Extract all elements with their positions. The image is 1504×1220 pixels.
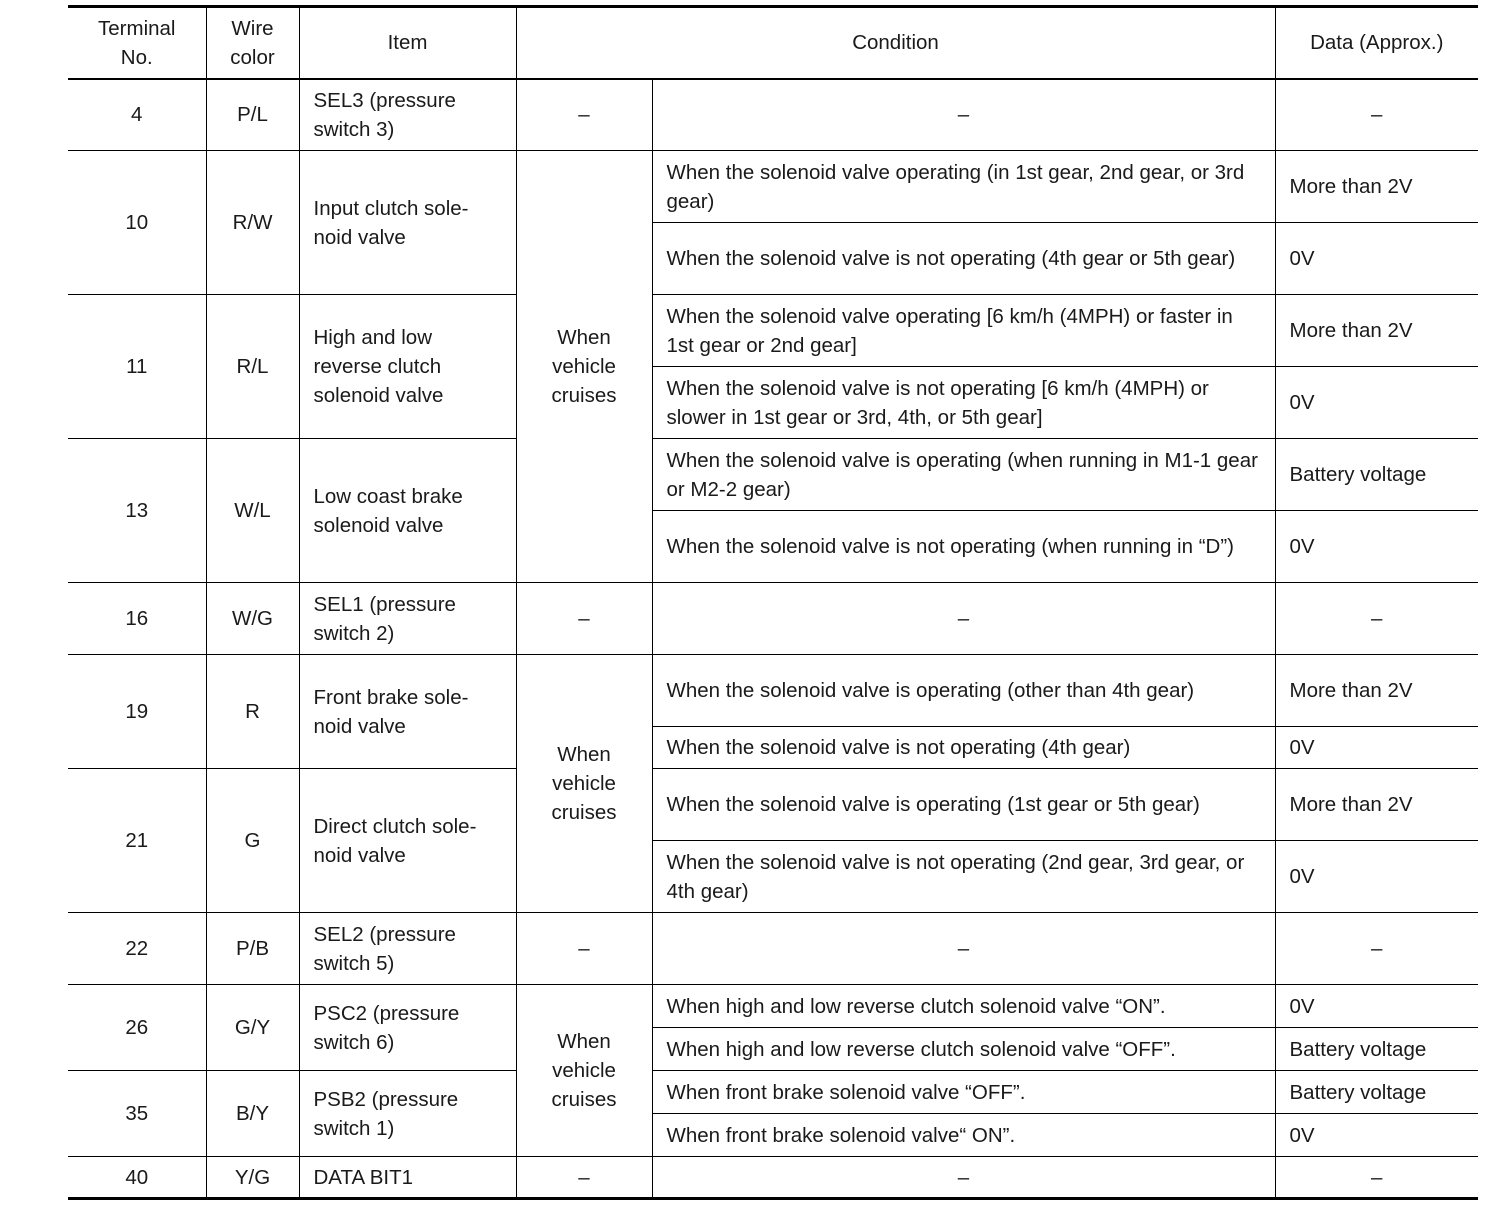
data-value: 0V: [1275, 985, 1478, 1028]
condition-detail: When high and low reverse clutch solenoid valve “ON”.: [652, 985, 1275, 1028]
item-name: SEL2 (pressure switch 5): [299, 913, 516, 985]
table-row: [68, 583, 1478, 655]
data-value: 0V: [1275, 223, 1478, 295]
header-data: Data (Approx.): [1275, 7, 1478, 79]
table-header-row: [68, 7, 1478, 79]
condition-summary: When vehicle cruises: [516, 985, 652, 1157]
item-name: PSB2 (pressure switch 1): [299, 1071, 516, 1157]
terminal-number: 26: [68, 985, 206, 1071]
terminal-number: 21: [68, 769, 206, 913]
table-row: [68, 295, 1478, 367]
data-value: 0V: [1275, 727, 1478, 769]
data-value: More than 2V: [1275, 295, 1478, 367]
condition-detail: When the solenoid valve is operating (when running in M1-1 gear or M2-2 gear): [652, 439, 1275, 511]
condition-detail: When the solenoid valve operating [6 km/h (4MPH) or faster in 1st gear or 2nd gear]: [652, 295, 1275, 367]
wire-color: P/B: [206, 913, 299, 985]
data-value: More than 2V: [1275, 151, 1478, 223]
terminal-number: 16: [68, 583, 206, 655]
terminal-number: 40: [68, 1157, 206, 1199]
data-value: 0V: [1275, 367, 1478, 439]
table-row: [68, 439, 1478, 511]
data-value: 0V: [1275, 511, 1478, 583]
terminal-number: 35: [68, 1071, 206, 1157]
table-row: [68, 1157, 1478, 1199]
terminal-number: 10: [68, 151, 206, 295]
header-wire-color: Wire color: [206, 7, 299, 79]
condition-detail: When the solenoid valve is not operating (when running in “D”): [652, 511, 1275, 583]
condition-summary: –: [516, 1157, 652, 1199]
data-value: –: [1275, 583, 1478, 655]
table-row: [68, 985, 1478, 1028]
condition-summary: –: [516, 913, 652, 985]
terminal-number: 19: [68, 655, 206, 769]
condition-detail: When high and low reverse clutch solenoid valve “OFF”.: [652, 1028, 1275, 1071]
item-name: High and low reverse clutch solenoid valve: [299, 295, 516, 439]
header-condition: Condition: [516, 7, 1275, 79]
terminal-table: [68, 5, 1478, 1200]
condition-detail: When front brake solenoid valve “OFF”.: [652, 1071, 1275, 1114]
data-value: –: [1275, 913, 1478, 985]
table-row: [68, 151, 1478, 223]
item-name: DATA BIT1: [299, 1157, 516, 1199]
terminal-number: 22: [68, 913, 206, 985]
condition-detail: When the solenoid valve operating (in 1st gear, 2nd gear, or 3rd gear): [652, 151, 1275, 223]
condition-detail: When the solenoid valve is not operating (2nd gear, 3rd gear, or 4th gear): [652, 841, 1275, 913]
wire-color: G/Y: [206, 985, 299, 1071]
data-value: Battery voltage: [1275, 439, 1478, 511]
header-item: Item: [299, 7, 516, 79]
data-value: 0V: [1275, 841, 1478, 913]
table-row: [68, 1071, 1478, 1114]
condition-detail: When the solenoid valve is not operating (4th gear or 5th gear): [652, 223, 1275, 295]
wire-color: W/L: [206, 439, 299, 583]
table-row: [68, 913, 1478, 985]
item-name: Low coast brake solenoid valve: [299, 439, 516, 583]
data-value: –: [1275, 79, 1478, 151]
data-value: –: [1275, 1157, 1478, 1199]
item-name: PSC2 (pressure switch 6): [299, 985, 516, 1071]
item-name: Input clutch sole-noid valve: [299, 151, 516, 295]
condition-detail: –: [652, 79, 1275, 151]
item-name: Direct clutch sole-noid valve: [299, 769, 516, 913]
condition-detail: –: [652, 913, 1275, 985]
condition-detail: –: [652, 583, 1275, 655]
data-value: 0V: [1275, 1114, 1478, 1157]
wire-color: W/G: [206, 583, 299, 655]
condition-summary: –: [516, 79, 652, 151]
wire-color: R/W: [206, 151, 299, 295]
terminal-number: 13: [68, 439, 206, 583]
wire-color: G: [206, 769, 299, 913]
data-value: Battery voltage: [1275, 1028, 1478, 1071]
condition-detail: When the solenoid valve is operating (1st gear or 5th gear): [652, 769, 1275, 841]
condition-detail: When the solenoid valve is operating (other than 4th gear): [652, 655, 1275, 727]
condition-detail: When the solenoid valve is not operating [6 km/h (4MPH) or slower in 1st gear or 3rd, 4th, or 5th gear]: [652, 367, 1275, 439]
terminal-number: 11: [68, 295, 206, 439]
condition-detail: When front brake solenoid valve“ ON”.: [652, 1114, 1275, 1157]
data-value: More than 2V: [1275, 769, 1478, 841]
table-row: [68, 655, 1478, 727]
data-value: Battery voltage: [1275, 1071, 1478, 1114]
item-name: Front brake sole-noid valve: [299, 655, 516, 769]
condition-detail: When the solenoid valve is not operating (4th gear): [652, 727, 1275, 769]
header-terminal-no: Terminal No.: [68, 7, 206, 79]
item-name: SEL1 (pressure switch 2): [299, 583, 516, 655]
wire-color: P/L: [206, 79, 299, 151]
condition-summary: –: [516, 583, 652, 655]
table-row: [68, 769, 1478, 841]
data-value: More than 2V: [1275, 655, 1478, 727]
wire-color: B/Y: [206, 1071, 299, 1157]
table-row: [68, 79, 1478, 151]
condition-summary: When vehicle cruises: [516, 151, 652, 583]
wire-color: R: [206, 655, 299, 769]
condition-detail: –: [652, 1157, 1275, 1199]
item-name: SEL3 (pressure switch 3): [299, 79, 516, 151]
wire-color: Y/G: [206, 1157, 299, 1199]
wire-color: R/L: [206, 295, 299, 439]
condition-summary: When vehicle cruises: [516, 655, 652, 913]
terminal-number: 4: [68, 79, 206, 151]
